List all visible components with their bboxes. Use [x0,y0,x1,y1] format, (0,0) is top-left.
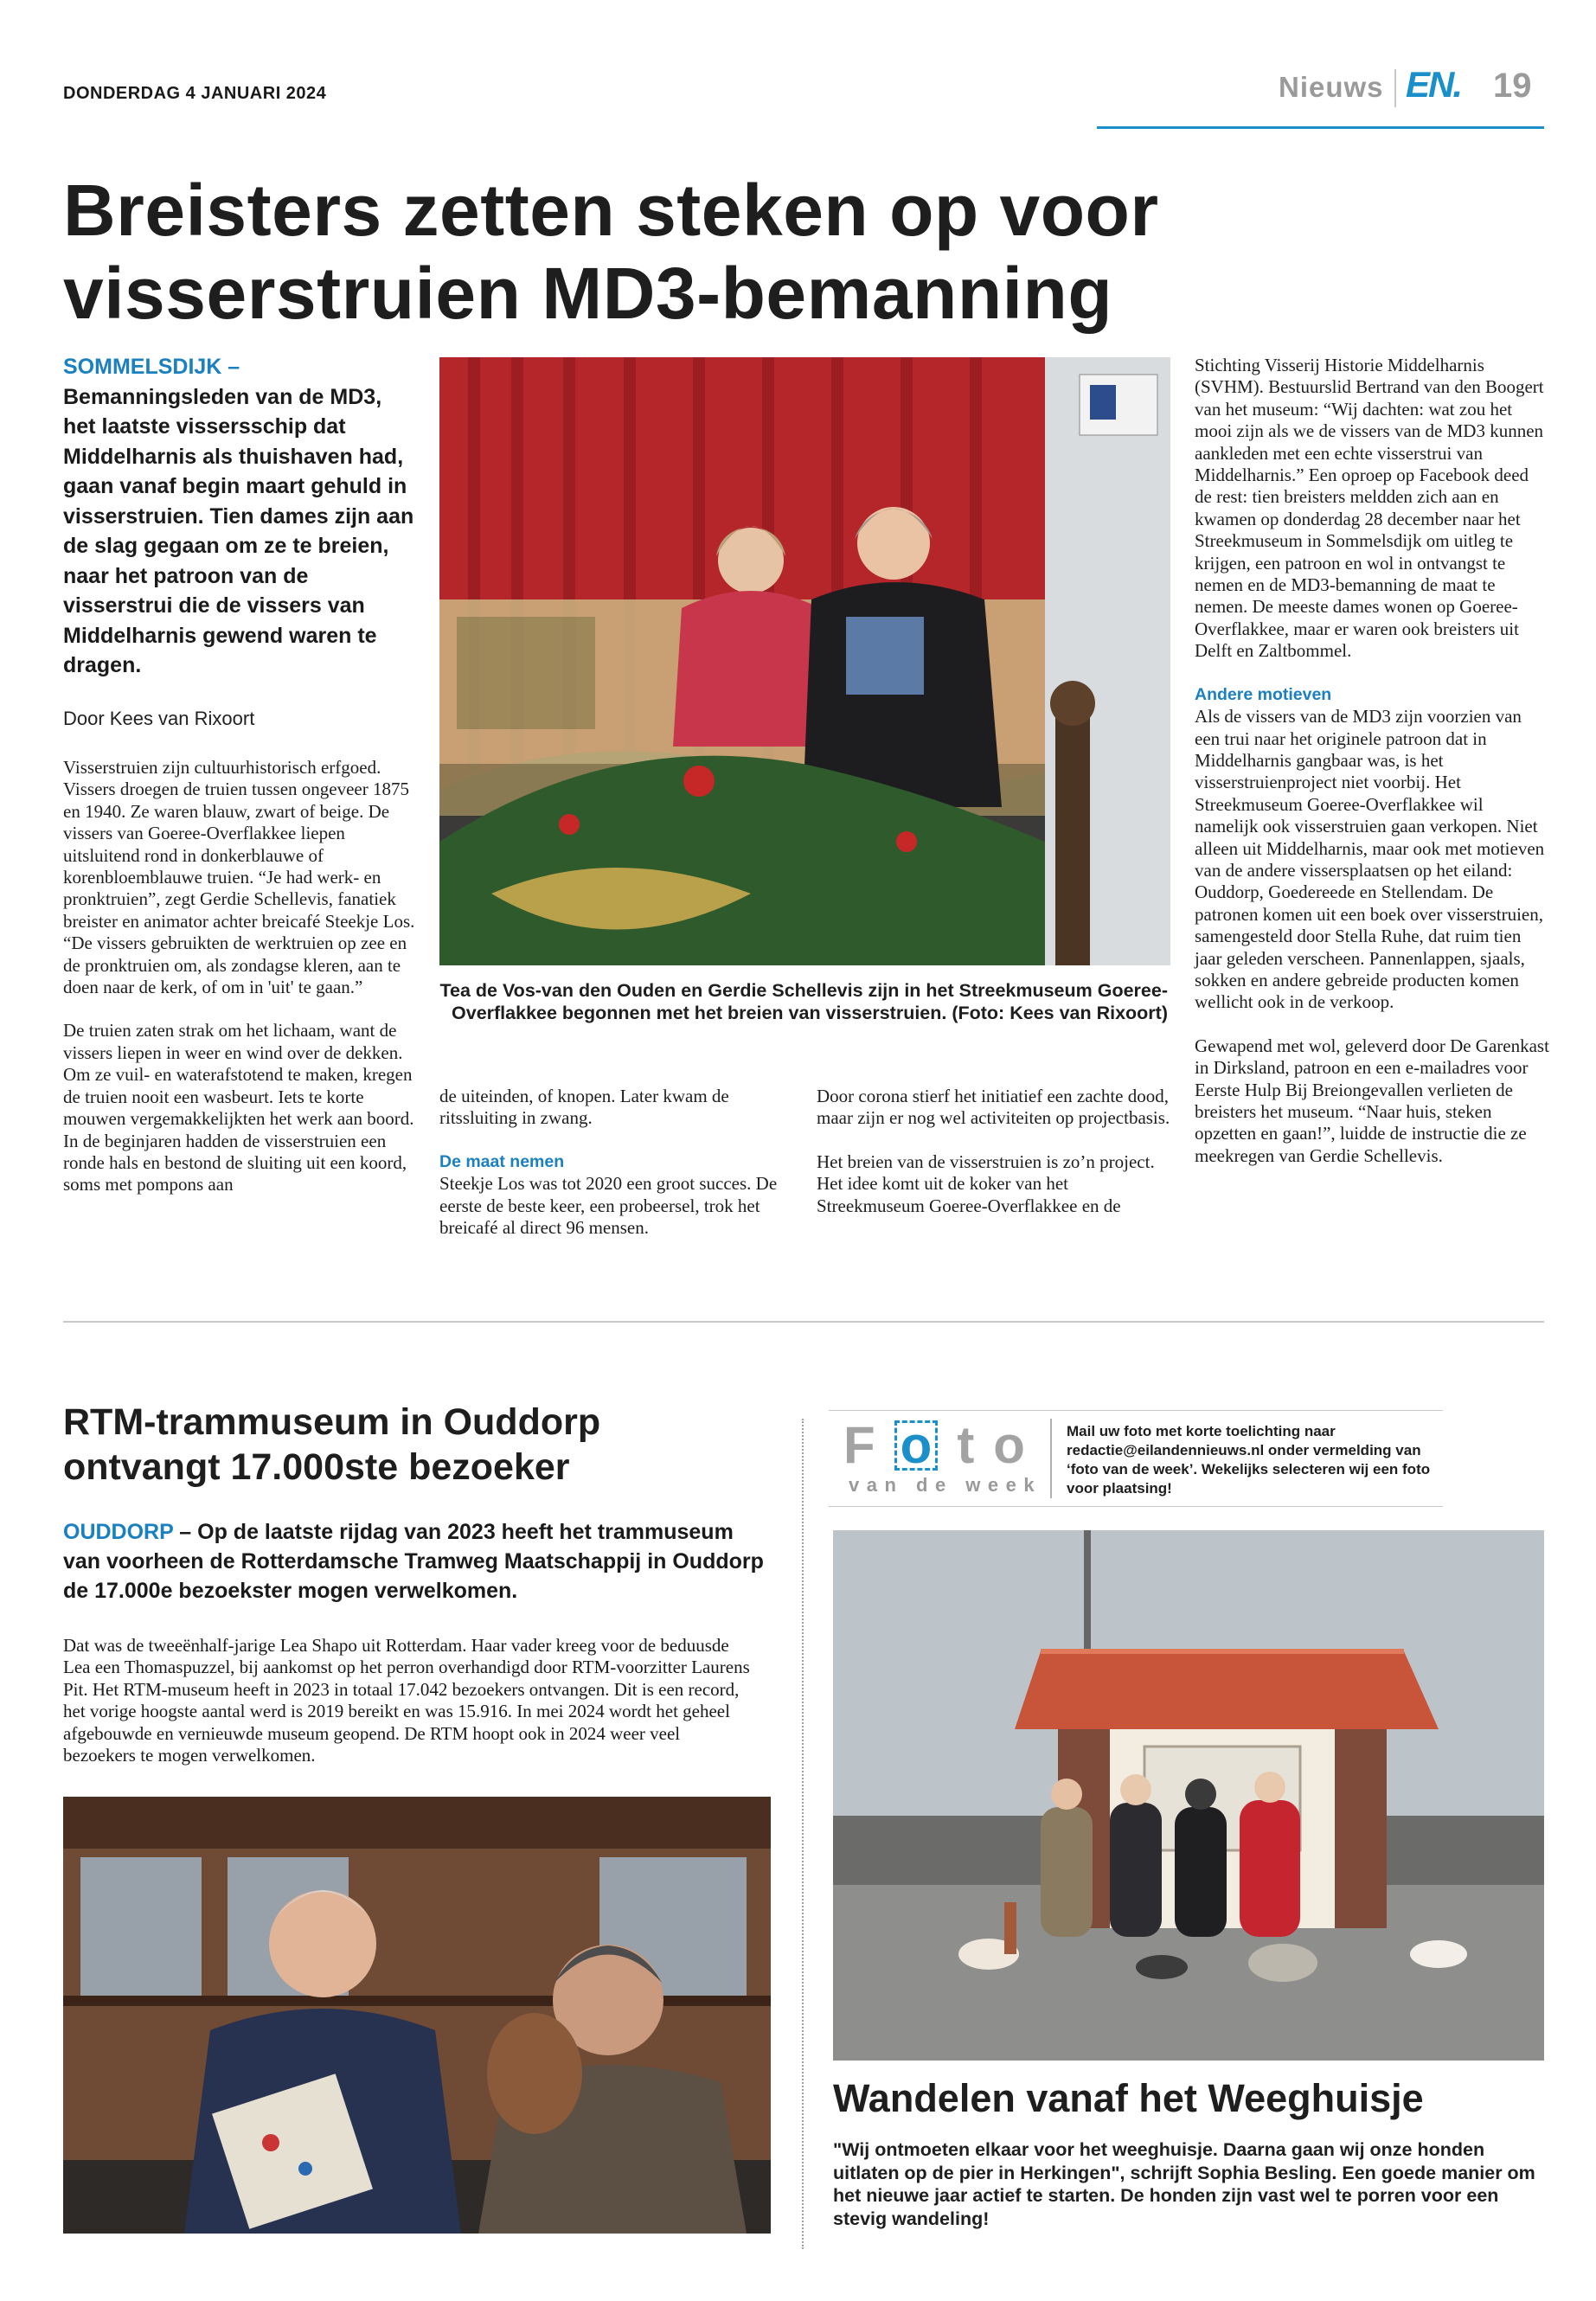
photo-of-week-text: "Wij ontmoeten elkaar voor het weeghuisje. Daarna gaan wij onze honden uitlaten op de pier in Herkingen", schrijft Sophia Besling. Een goede manier om het nieuwe jaar actief te starten. De honden zijn vast wel te porren voor een stevig wandeling! [833,2139,1535,2229]
article-column-2 [439,1086,801,1239]
photo-submission-instructions: Mail uw foto met korte toelichting naar redactie@eilandennieuws.nl onder vermelding van ‘foto van de week’. Wekelijks selecteren wij een foto voor plaatsing! [1067,1423,1431,1497]
photo-caption: Tea de Vos-van den Ouden en Gerdie Schellevis zijn in het Streekmuseum Goeree-Overflakkee begonnen met het breien van visserstruien. (Foto: Kees van Rixoort) [439,980,1168,1023]
article-column-3 [817,1086,1176,1217]
column-divider [802,1419,804,2249]
rtm-lead-text: – Op de laatste rijdag van 2023 heeft het trammuseum van voorheen de Rotterdamsche Tramweg Maatschappij in Ouddorp de 17.000e bezoekster mogen verwelkomen. [63,1520,764,1603]
issue-date: DONDERDAG 4 JANUARI 2024 [63,84,327,103]
rtm-lead [63,1517,772,1606]
section-label[interactable]: Nieuws [1279,71,1384,103]
camera-o-icon: o [894,1420,939,1471]
headline-line-2: visserstruien MD3-bemanning [63,253,1113,334]
paragraph: Als de vissers van de MD3 zijn voorzien van een trui naar het originele patroon dat in Middelharnis gangbaar was, is het visserstruienproject niet voorbij. Het Streekmuseum Goeree-Overflakkee wil namelijk ook visserstruien gaan verkopen. Niet alleen uit Middelharnis, maar ook met motieven van de andere vissersplaatsen op het eiland: Ouddorp, Goedereede en Stellendam. De patronen komen uit een boek over visserstruien, samengesteld door Stella Ruhe, dat ruim tien jaar geleden verscheen. Pannenlappen, sjaals, sokken en andere gebreide producten komen wellicht ook in de verkoop. [1195,706,1545,1013]
section-divider [63,1321,1544,1323]
rtm-body: Dat was de tweeënhalf-jarige Lea Shapo uit Rotterdam. Haar vader kreeg voor de beduusde Lea een Thomaspuzzel, bij aankomst op het perron overhandigd door RTM-voorzitter Laurens Pit. Het RTM-museum heeft in 2023 in totaal 17.042 bezoekers ontvangen. Dit is een record, het vorige hoogste aantal werd is 2019 bereikt en was 15.916. In mei 2024 wordt het geheel afgebouwde en vernieuwde museum geopend. De RTM hoopt ook in 2024 weer veel bezoekers te mogen verwelkomen. [63,1635,750,1766]
title-letter: t [957,1416,994,1474]
rtm-headline-line-2: ontvangt 17.000ste bezoeker [63,1446,570,1488]
article-column-1 [63,757,422,1196]
paragraph: De truien zaten strak om het lichaam, want de vissers liepen in weer en wind over de dekken. Om ze vuil- en waterafstotend te maken, kregen de truien nooit een wasbeurt. Iets te korte mouwen vergemakkelijkten het werk aan boord. In de beginjaren hadden de visserstruien een ronde hals en bestond de sluiting uit een koord, soms met pompons aan [63,1020,414,1195]
article-lead [63,352,418,681]
subheading: De maat nemen [439,1151,565,1171]
rtm-dateline: OUDDORP [63,1520,174,1544]
lead-text: Bemanningsleden van de MD3, het laatste vissersschip dat Middelharnis als thuishaven had, gaan vanaf begin maart gehuld in visserstruien. Tien dames zijn aan de slag gegaan om ze te breien, naar het patroon van de visserstrui die de vissers van Middelharnis gewend waren te dragen. [63,384,414,677]
rtm-headline-line-1: RTM-trammuseum in Ouddorp [63,1401,601,1443]
svg-text:EN.: EN. [1406,66,1462,104]
header-divider [1394,69,1396,107]
byline: Door Kees van Rixoort [63,708,255,729]
paragraph: Gewapend met wol, geleverd door De Garenkast in Dirksland, patroon en een e-mailadres voor Eerste Hulp Bij Breiongevallen verlieten de breisters het museum. “Naar huis, steken opzetten en gaan!”, luidde de instructie die ze meekregen van Gerdie Schellevis. [1195,1035,1549,1166]
paragraph: Het breien van de visserstruien is zo’n project. Het idee komt uit de koker van het Streekmuseum Goeree-Overflakkee en de [817,1150,1155,1216]
paragraph: Door corona stierf het initiatief een zachte dood, maar zijn er nog wel activiteiten op projectbasis. [817,1086,1170,1129]
photo-of-week-headline: Wandelen vanaf het Weeghuisje [833,2076,1424,2120]
rtm-headline [63,1400,807,1490]
paragraph: Visserstruien zijn cultuurhistorisch erfgoed. Vissers droegen de truien tussen ongeveer 1875 en 1940. Ze waren blauw, zwart of beige. De vissers van Goeree-Overflakkee liepen uitsluitend rond in donkerblauwe of korenbloemblauwe truien. “Je had werk- en pronktruien”, zegt Gerdie Schellevis, fanatiek breister en animator achter breicafé Steekje Los. “De vissers gebruikten de werktruien op zee en de pronktruien om, als zondagse kleren, aan te doen naar de kerk, of om in 'uit' te gaan.” [63,757,415,998]
paragraph: Stichting Visserij Historie Middelharnis (SVHM). Bestuurslid Bertrand van den Boogert van het museum: “Wij dachten: wat zou het mooi zijn als we de vissers van de MD3 kunnen aankleden met een echte visserstrui van Middelharnis.” Een oproep op Facebook deed de rest: tien breisters meldden zich aan en kwamen op donderdag 28 december naar het Streekmuseum in Sommelsdijk om uitleg te krijgen, een patroon en wol in ontvangst te nemen en de MD3-bemanning de maat te nemen. De meeste dames wonen op Goeree-Overflakkee, maar er waren ook breisters uit Delft en Zaltbommel. [1195,355,1544,662]
paragraph: Steekje Los was tot 2020 een groot succes. De eerste de beste keer, een probeersel, trok het breicafé al direct 96 mensen. [439,1173,778,1239]
headline-line-1: Breisters zetten steken op voor [63,170,1159,251]
tram-museum-photo [63,1797,771,2234]
weighhouse-photo [833,1530,1544,2061]
article-column-4 [1195,355,1549,1167]
title-letter: o [993,1416,1044,1474]
header-rule [1097,126,1544,129]
en-logo-icon[interactable] [1406,66,1471,104]
title-letter: F [843,1416,894,1474]
subheading: Andere motieven [1195,684,1332,704]
banner-divider [1050,1419,1052,1498]
knitting-photo [439,357,1170,965]
photo-of-week-title [843,1415,1044,1475]
paragraph: de uiteinden, of knopen. Later kwam de ritssluiting in zwang. [439,1086,729,1129]
main-headline [63,169,1188,335]
dateline: SOMMELSDIJK – [63,355,240,379]
photo-of-week-subtitle: van de week [849,1474,1042,1496]
page-number: 19 [1493,67,1532,105]
